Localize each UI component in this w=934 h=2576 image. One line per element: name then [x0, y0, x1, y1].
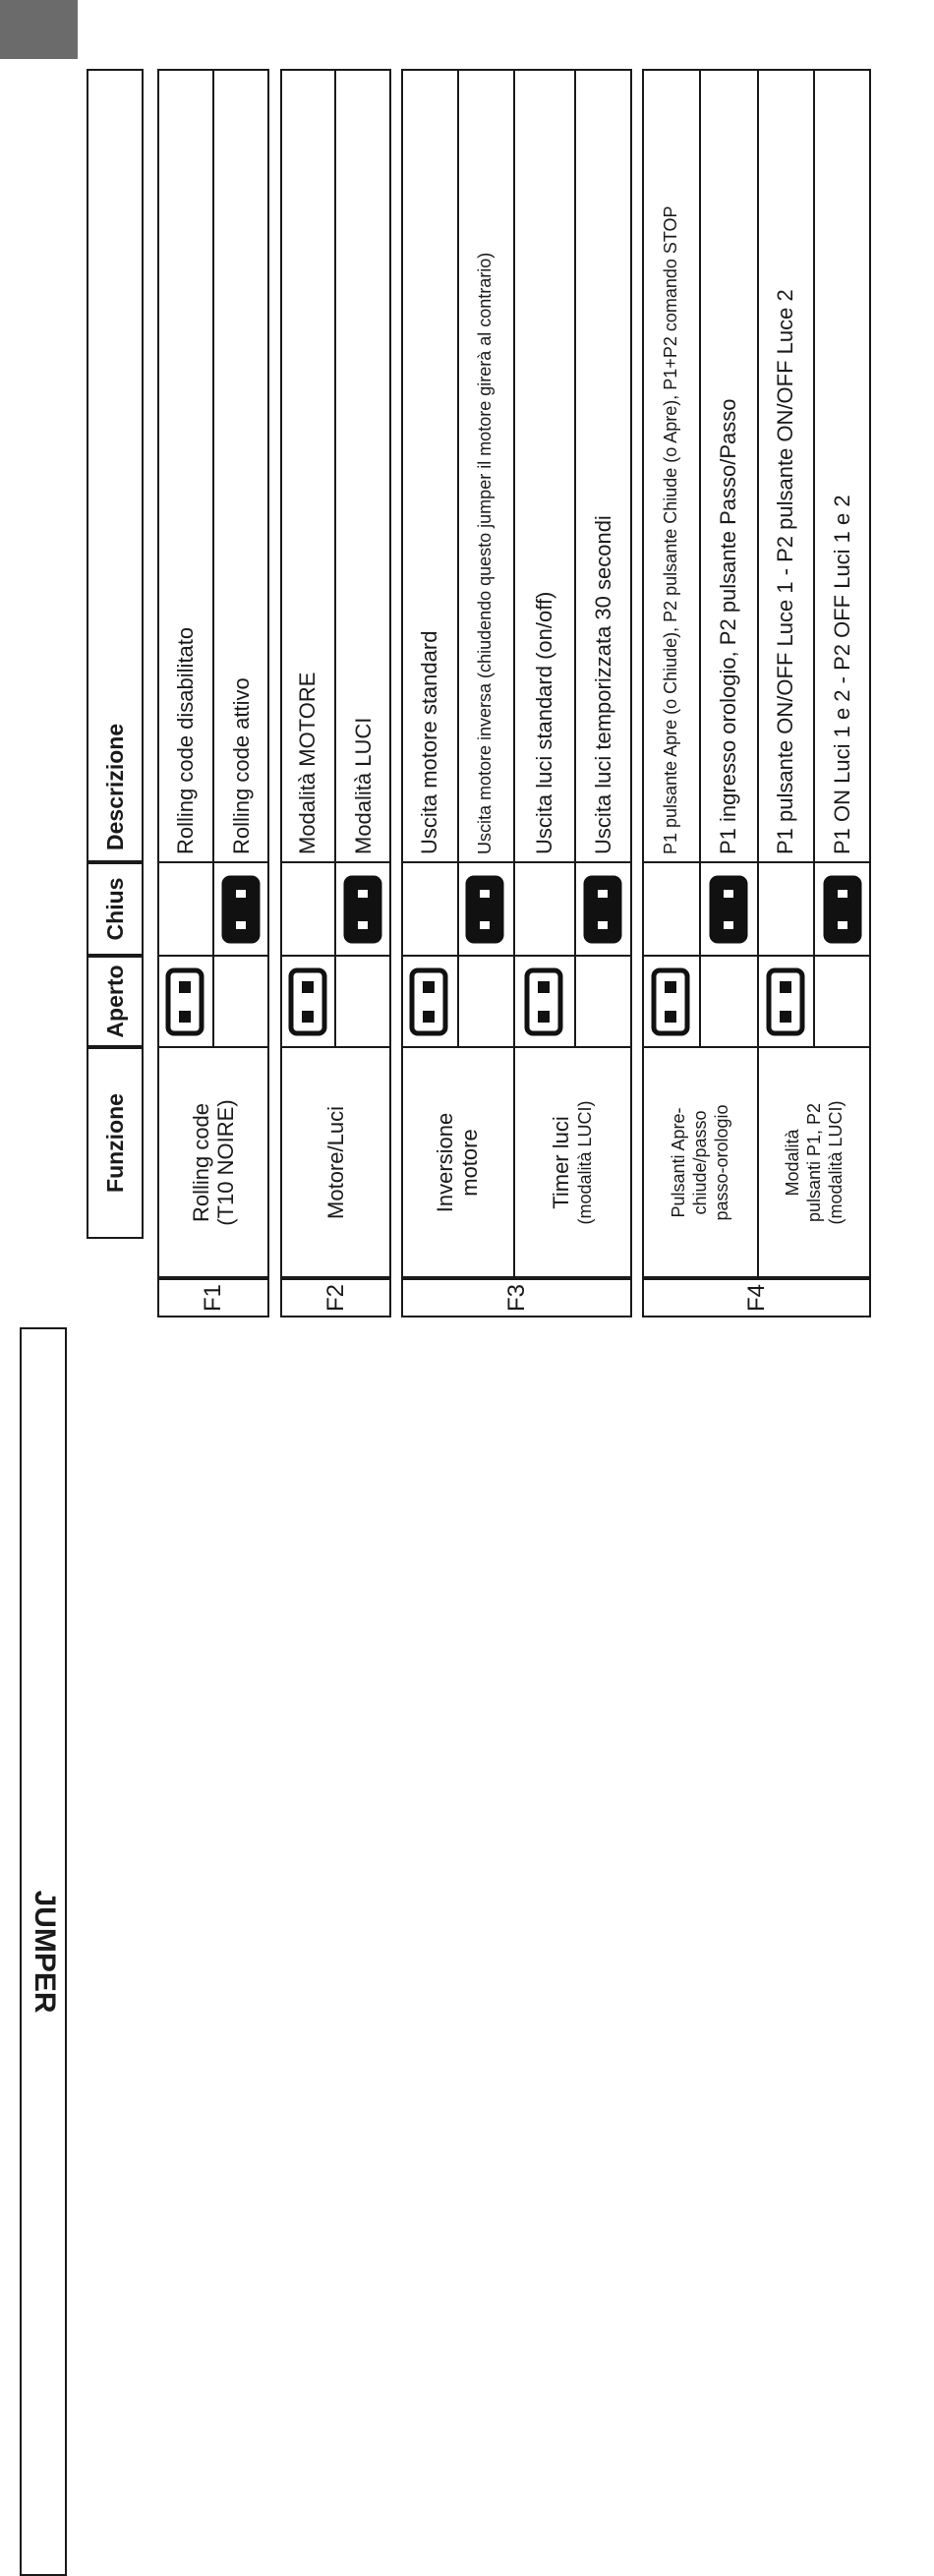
function-f3-b-line-2: (modalità LUCI)	[574, 1100, 595, 1225]
jumper-closed-icon	[709, 875, 748, 944]
header-chius: Chius	[87, 862, 144, 956]
function-f3-a-line-2: motore	[457, 1129, 482, 1197]
desc-f3-3: Uscita luci standard (on/off)	[531, 591, 556, 854]
jumper-closed-icon	[343, 875, 382, 944]
jumper-closed-icon	[583, 875, 622, 944]
jumper-open-icon	[409, 967, 448, 1036]
header-aperto: Aperto	[87, 956, 144, 1047]
function-f1	[157, 1047, 269, 1278]
jumper-open-icon	[288, 967, 327, 1036]
desc-f3-4: Uscita luci temporizzata 30 secondi	[591, 515, 615, 854]
group-id-f2: F2	[280, 1278, 391, 1317]
function-f3-b	[513, 1047, 632, 1278]
function-f3-a-line-1: Inversione	[433, 1112, 457, 1213]
jumper-closed-icon	[823, 875, 862, 944]
desc-f4-3: P1 pulsante ON/OFF Luce 1 - P2 pulsante ON/OFF Luce 2	[773, 289, 797, 854]
group-id-f3: F3	[401, 1278, 632, 1317]
desc-f3-2: Uscita motore inversa (chiudendo questo jumper il motore girerà al contrario)	[475, 252, 495, 854]
function-f2: Motore/Luci	[323, 1106, 348, 1219]
function-f4-b-line-2: pulsanti P1, P2	[804, 1102, 824, 1223]
jumper-table	[87, 69, 871, 1317]
function-f4-b-line-3: (modalità LUCI)	[826, 1100, 846, 1225]
function-f4-a-line-3: passo-orologio	[711, 1104, 731, 1221]
function-f1-line-2: (T10 NOIRE)	[213, 1099, 238, 1226]
header-funzione: Funzione	[87, 1047, 144, 1239]
desc-f4-1: P1 pulsante Apre (o Chiude), P2 pulsante Chiude (o Apre), P1+P2 comando STOP	[660, 205, 680, 854]
jumper-closed-icon	[221, 875, 261, 944]
group-id-f1: F1	[157, 1278, 269, 1317]
jumper-label: JUMPER	[29, 1890, 62, 2014]
jumper-open-icon	[766, 967, 805, 1036]
corner-tab	[0, 0, 78, 59]
desc-f3-1: Uscita motore standard	[416, 630, 441, 854]
desc-f2-2: Modalità LUCI	[350, 717, 376, 854]
desc-f1-2: Rolling code attivo	[228, 677, 254, 854]
desc-f4-2: P1 ingresso orologio, P2 pulsante Passo/Passo	[716, 398, 740, 854]
jumper-open-icon	[651, 967, 690, 1036]
function-f4-a-line-1: Pulsanti Apre-	[668, 1107, 688, 1218]
jumper-open-icon	[524, 967, 563, 1036]
group-id-f4: F4	[642, 1278, 871, 1317]
function-f4-a	[642, 1047, 757, 1278]
desc-f1-1: Rolling code disabilitato	[172, 626, 198, 854]
function-f4-b-line-1: Modalità	[783, 1129, 802, 1197]
desc-f2-1: Modalità MOTORE	[295, 672, 320, 854]
function-f3-b-line-1: Timer luci	[548, 1116, 573, 1209]
jumper-banner	[20, 1327, 67, 2576]
function-f1-line-1: Rolling code	[189, 1102, 213, 1223]
function-f4-a-line-2: chiude/passo	[689, 1110, 710, 1215]
jumper-open-icon	[165, 967, 204, 1036]
function-f4-b	[757, 1047, 871, 1278]
jumper-closed-icon	[465, 875, 504, 944]
function-f3-a	[401, 1047, 513, 1278]
desc-f4-4: P1 ON Luci 1 e 2 - P2 OFF Luci 1 e 2	[830, 495, 854, 854]
jumper-banner-text	[22, 1329, 65, 2574]
header-descrizione: Descrizione	[87, 69, 144, 862]
